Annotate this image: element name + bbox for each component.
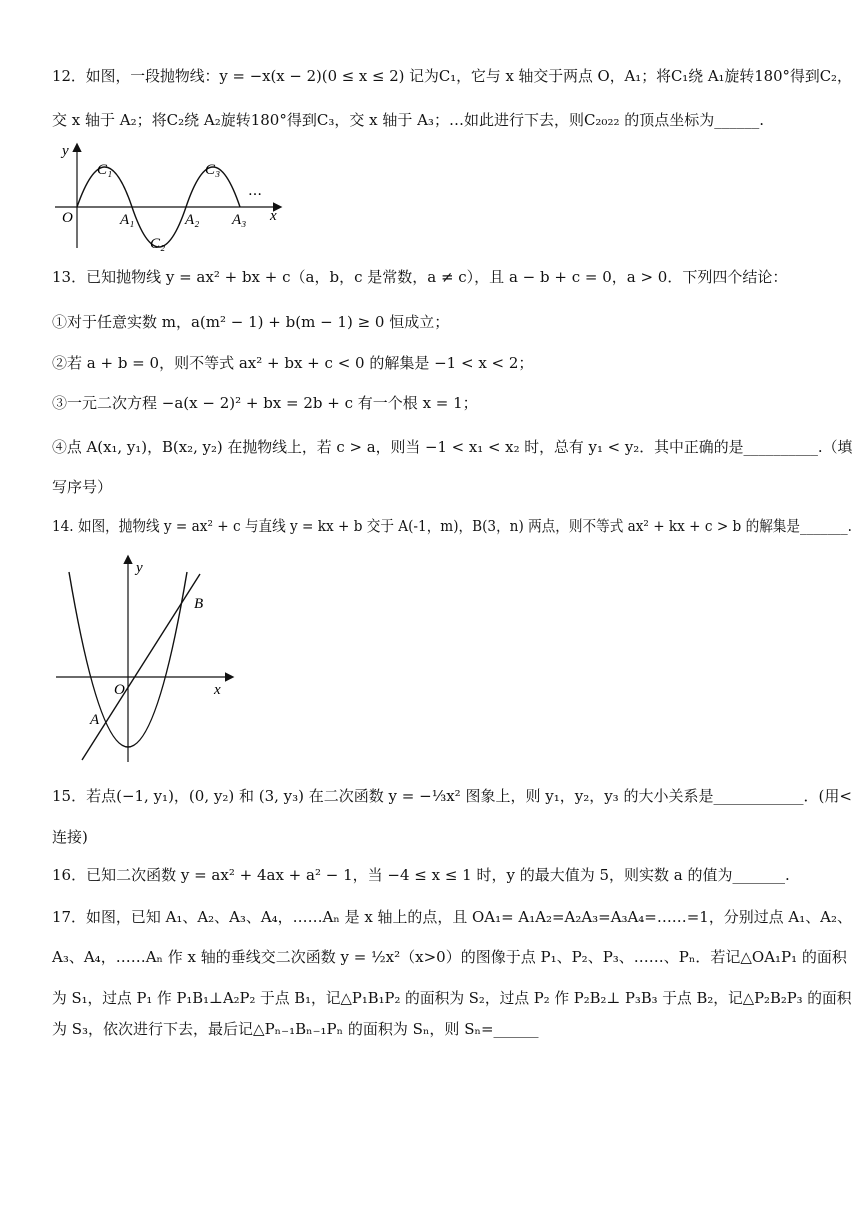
- q15-line1: 15．若点(−1, y₁)，(0, y₂) 和 (3, y₃) 在二次函数 y = −⅓x² 图象上，则 y₁，y₂，y₃ 的大小关系是____________．(用<: [52, 787, 852, 805]
- q12-figure: [50, 140, 290, 255]
- q14-label-a: A: [90, 712, 100, 728]
- q14-label-b: B: [194, 596, 204, 612]
- q12-line1: 12．如图，一段抛物线：y = −x(x − 2)(0 ≤ x ≤ 2) 记为C₁，它与 x 轴交于两点 O，A₁；将C₁绕 A₁旋转180°得到C₂，: [52, 67, 852, 85]
- q12-label-o: O: [62, 210, 73, 226]
- q17-line2: A₃、A₄，……Aₙ 作 x 轴的垂线交二次函数 y = ½x²（x>0）的图像于点 P₁、P₂、P₃、……、Pₙ．若记△OA₁P₁ 的面积: [52, 948, 847, 966]
- q17-line4: 为 S₃，依次进行下去，最后记△Pₙ₋₁Bₙ₋₁Pₙ 的面积为 Sₙ，则 Sₙ=______: [52, 1020, 539, 1038]
- q12-line2: 交 x 轴于 A₂；将C₂绕 A₂旋转180°得到C₃，交 x 轴于 A₃；…如此进行下去，则C₂₀₂₂ 的顶点坐标为______.: [52, 111, 765, 129]
- q14-line1: 14. 如图，抛物线 y = ax² + c 与直线 y = kx + b 交于 A(-1，m)，B(3，n) 两点，则不等式 ax² + kx + c > b 的解集是_______.: [52, 517, 852, 535]
- q12-label-a2: A₂: [185, 212, 200, 228]
- q12-label-y: y: [62, 143, 69, 159]
- q16-line1: 16．已知二次函数 y = ax² + 4ax + a² − 1，当 −4 ≤ x ≤ 1 时，y 的最大值为 5，则实数 a 的值为_______.: [52, 866, 790, 884]
- q12-label-a3: A₃: [232, 212, 247, 228]
- q12-label-a1: A₁: [120, 212, 135, 228]
- q14-line-kx-b: [82, 574, 200, 760]
- q13-line1: 13．已知抛物线 y = ax² + bx + c（a，b，c 是常数，a ≠ c），且 a − b + c = 0，a > 0．下列四个结论：: [52, 268, 788, 286]
- q12-label-c3: C₃: [205, 162, 221, 178]
- q13-line5: ④点 A(x₁, y₁)，B(x₂, y₂) 在抛物线上，若 c > a，则当 −1 < x₁ < x₂ 时，总有 y₁ < y₂．其中正确的是__________.（填: [52, 438, 853, 456]
- q12-label-c1: C₁: [97, 162, 113, 178]
- q14-figure: [52, 552, 242, 767]
- q15-line2: 连接): [52, 828, 88, 846]
- q12-label-x: x: [270, 208, 277, 224]
- q14-label-o: O: [114, 682, 125, 698]
- q14-label-y: y: [136, 560, 143, 576]
- q13-line3: ②若 a + b = 0，则不等式 ax² + bx + c < 0 的解集是 −1 < x < 2；: [52, 354, 534, 372]
- q13-line4: ③一元二次方程 −a(x − 2)² + bx = 2b + c 有一个根 x = 1；: [52, 394, 478, 412]
- q12-label-dots: …: [248, 183, 262, 199]
- q13-line6: 写序号）: [52, 478, 113, 496]
- q13-line2: ①对于任意实数 m，a(m² − 1) + b(m − 1) ≥ 0 恒成立；: [52, 313, 450, 331]
- q17-line1: 17．如图，已知 A₁、A₂、A₃、A₄，……Aₙ 是 x 轴上的点，且 OA₁= A₁A₂=A₂A₃=A₃A₄=……=1，分别过点 A₁、A₂、: [52, 908, 852, 926]
- q12-label-c2: C₂: [150, 236, 166, 252]
- q14-label-x: x: [214, 682, 221, 698]
- q17-line3: 为 S₁，过点 P₁ 作 P₁B₁⊥A₂P₂ 于点 B₁，记△P₁B₁P₂ 的面积为 S₂，过点 P₂ 作 P₂B₂⊥ P₃B₃ 于点 B₂，记△P₂B₂P₃ 的面积: [52, 989, 852, 1007]
